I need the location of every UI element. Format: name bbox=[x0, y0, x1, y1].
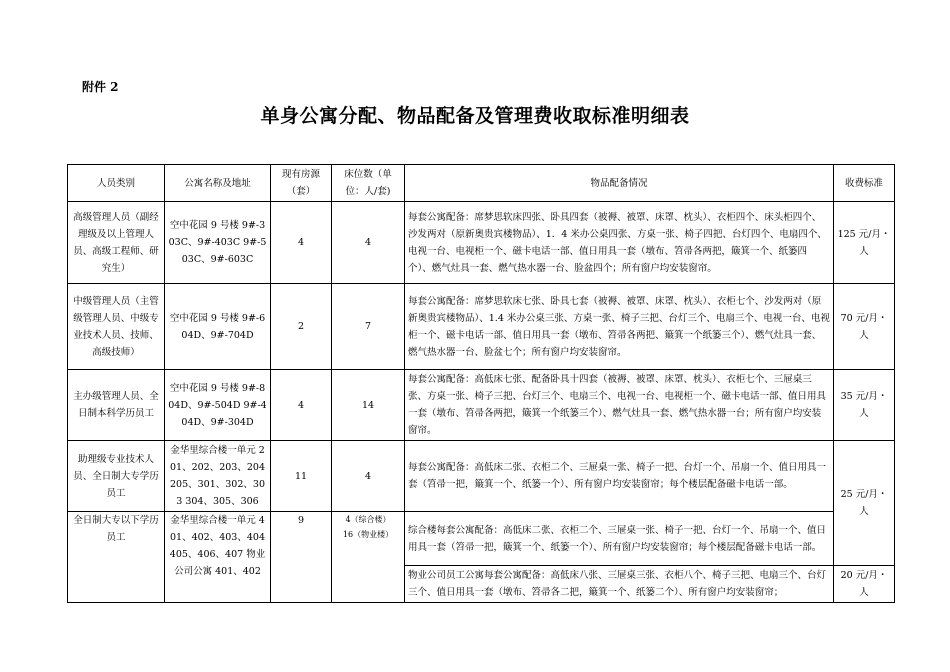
cell-category: 助理级专业技术人员、全日制大专学历员工 bbox=[68, 441, 165, 512]
cell-rooms: 9 bbox=[271, 512, 332, 603]
cell-rooms: 11 bbox=[271, 441, 332, 512]
cell-rooms: 4 bbox=[271, 202, 332, 284]
cell-beds bbox=[332, 512, 405, 603]
cell-fee: 125 元/月・人 bbox=[834, 202, 895, 284]
cell-items: 每套公寓配备：高低床二张、衣柜二个、三屉桌一张、椅子一把、台灯一个、吊扇一个、值日用具一套（笤帚一把，簸箕一个、纸篓一个）、所有窗户均安装窗帘；每个楼层配备磁卡电话一部。 bbox=[405, 441, 834, 512]
cell-beds: 14 bbox=[332, 370, 405, 441]
cell-apartment: 金华里综合楼一单元 401、402、403、404 405、406、407 物业公司公寓 401、402 bbox=[165, 512, 271, 603]
cell-items: 每套公寓配备：席梦思软床四张、卧具四套（被褥、被罩、床罩、枕头）、衣柜四个、床头柜四个、沙发两对（原新奥贵宾楼物品）、1．4 米办公桌四张、方桌一张、椅子四把、台灯四个、电扇四个、电视一台、电视柜一个、磁卡电话一部、值日用具一套（墩布、笤帚各两把，簸箕一个、纸篓四个）、燃气灶具一套、燃气热水器一台、脸盆四个；所有窗户均安装窗帘。 bbox=[405, 202, 834, 284]
fee-standard-table bbox=[67, 164, 895, 603]
beds-property: 16（物业楼） bbox=[342, 530, 394, 539]
cell-apartment: 金华里综合楼一单元 201、202、203、204 205、301、302、303 304、305、306 bbox=[165, 441, 271, 512]
table-row bbox=[68, 441, 895, 512]
header-rooms: 现有房源（套） bbox=[271, 165, 332, 202]
cell-items: 每套公寓配备：高低床七张、配备卧具十四套（被褥、被罩、床罩、枕头）、衣柜七个、三屉桌三张、方桌一张、椅子三把、台灯三个、电扇三个、电视一台、电视柜一个、磁卡电话一部、值日用具一套（墩布、笤帚各两把，簸箕一个纸篓三个）、燃气灶具一套、燃气热水器一台；所有窗户均安装窗帘。 bbox=[405, 370, 834, 441]
table-row bbox=[68, 370, 895, 441]
table-row bbox=[68, 284, 895, 370]
header-items: 物品配备情况 bbox=[405, 165, 834, 202]
cell-fee: 25 元/月・人 bbox=[834, 441, 895, 566]
cell-apartment: 空中花园 9 号楼 9#-804D、9#-504D 9#-404D、9#-304D bbox=[165, 370, 271, 441]
cell-apartment: 空中花园 9 号楼 9#-604D、9#-704D bbox=[165, 284, 271, 370]
cell-rooms: 4 bbox=[271, 370, 332, 441]
cell-fee: 20 元/月・人 bbox=[834, 566, 895, 603]
header-fee: 收费标准 bbox=[834, 165, 895, 202]
cell-fee: 35 元/月・人 bbox=[834, 370, 895, 441]
header-apartment: 公寓名称及地址 bbox=[165, 165, 271, 202]
cell-beds: 7 bbox=[332, 284, 405, 370]
cell-beds: 4 bbox=[332, 441, 405, 512]
header-category: 人员类别 bbox=[68, 165, 165, 202]
cell-apartment: 空中花园 9 号楼 9#-303C、9#-403C 9#-503C、9#-603C bbox=[165, 202, 271, 284]
cell-beds: 4 bbox=[332, 202, 405, 284]
table-row bbox=[68, 512, 895, 566]
beds-complex: 4（综合楼） bbox=[345, 515, 391, 524]
cell-category: 高级管理人员（副经理级及以上管理人员、高级工程师、研究生） bbox=[68, 202, 165, 284]
cell-items: 综合楼每套公寓配备：高低床二张、衣柜二个、三屉桌一张、椅子一把、台灯一个、吊扇一个、值日用具一套（笤帚一把，簸箕一个、纸篓一个）、所有窗户均安装窗帘；每个楼层配备磁卡电话一部。 bbox=[405, 512, 834, 566]
table-row bbox=[68, 202, 895, 284]
page-title: 单身公寓分配、物品配备及管理费收取标准明细表 bbox=[260, 105, 690, 127]
cell-items: 物业公司员工公寓每套公寓配备：高低床八张、三屉桌三张、衣柜八个、椅子三把、电扇三个、台灯三个、值日用具一套（墩布、笤帚各二把，簸箕一个、纸篓二个）、所有窗户均安装窗帘； bbox=[405, 566, 834, 603]
attachment-label: 附件 2 bbox=[82, 80, 119, 94]
table-header-row bbox=[68, 165, 895, 202]
cell-category: 全日制大专以下学历员工 bbox=[68, 512, 165, 603]
cell-rooms: 2 bbox=[271, 284, 332, 370]
header-beds: 床位数（单位：人/套) bbox=[332, 165, 405, 202]
cell-fee: 70 元/月・人 bbox=[834, 284, 895, 370]
cell-items: 每套公寓配备：席梦思软床七张、卧具七套（被褥、被罩、床罩、枕头）、衣柜七个、沙发两对（原新奥贵宾楼物品）、1.4 米办公桌三张、方桌一张、椅子三把、台灯三个、电扇三个、电视一台、电视柜一个、磁卡电话一部、值日用具一套（墩布、笤帚各两把、簸箕一个纸篓三个）、燃气灶具一套、燃气热水器一台、脸盆七个；所有窗户均安装窗帘。 bbox=[405, 284, 834, 370]
cell-category: 主办级管理人员、全日制本科学历员工 bbox=[68, 370, 165, 441]
cell-category: 中级管理人员（主管级管理人员、中级专业技术人员、技师、高级技师） bbox=[68, 284, 165, 370]
